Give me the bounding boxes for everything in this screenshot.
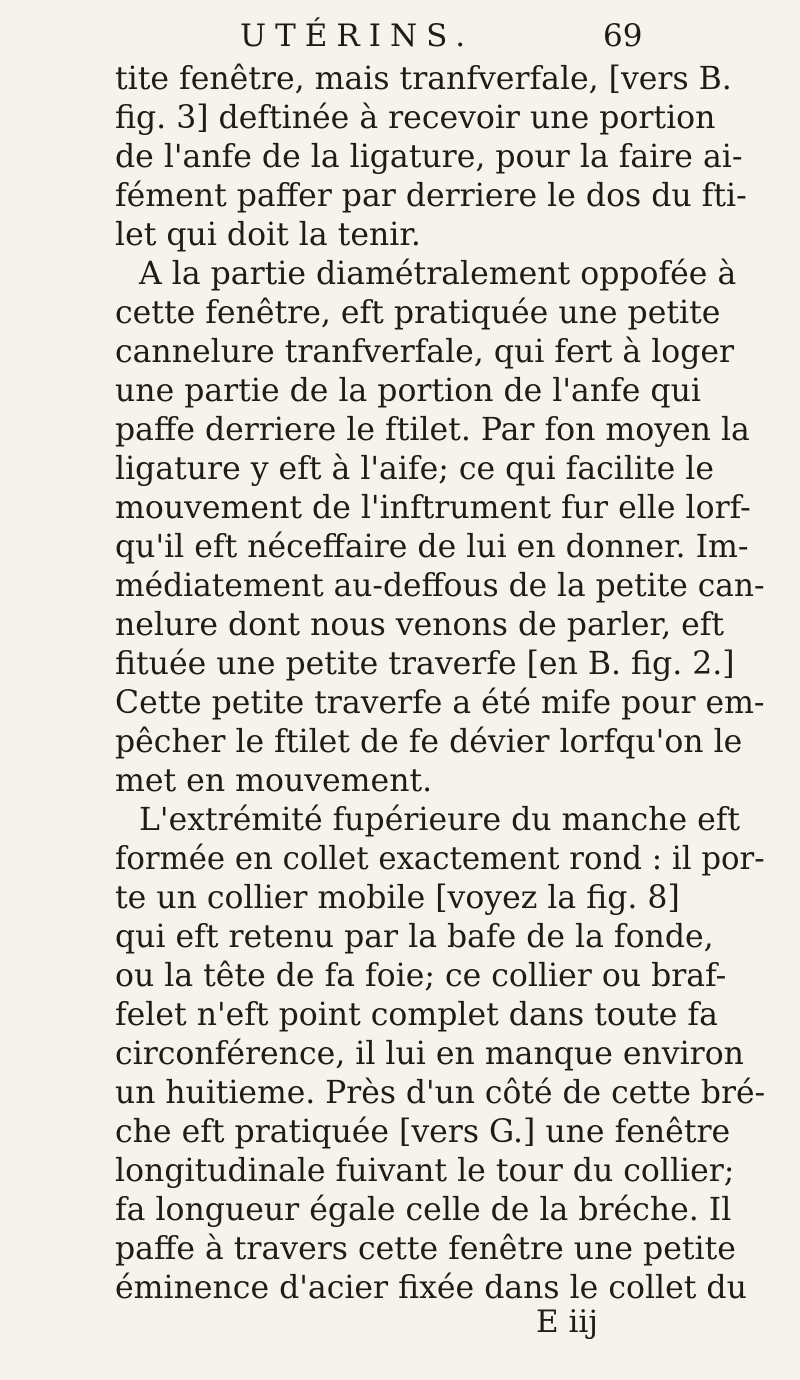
text-line: qu'il eft néceffaire de lui en donner. Im-: [115, 529, 749, 565]
text-line: cette fenêtre, eft pratiquée une petite: [115, 295, 721, 331]
text-line: felet n'eft point complet dans toute fa: [115, 997, 718, 1033]
text-line: fa longueur égale celle de la bréche. Il: [115, 1192, 732, 1228]
text-line: un huitieme. Près d'un côté de cette bré-: [115, 1075, 766, 1111]
text-line: let qui doit la tenir.: [115, 217, 421, 253]
text-line: circonférence, il lui en manque environ: [115, 1036, 744, 1072]
text-line: longitudinale fuivant le tour du collier;: [115, 1153, 735, 1189]
page-number: 69: [603, 18, 643, 54]
text-line: fituée une petite traverfe [en B. fig. 2.]: [115, 646, 735, 682]
text-line: Cette petite traverfe a été mife pour em-: [115, 685, 765, 721]
text-line: mouvement de l'inftrument fur elle lorf-: [115, 490, 751, 526]
text-line: cannelure tranfverfale, qui fert à loger: [115, 334, 735, 370]
text-line: met en mouvement.: [115, 763, 433, 799]
text-line: pêcher le ftilet de fe dévier lorfqu'on le: [115, 724, 743, 760]
text-line: de l'anfe de la ligature, pour la faire ai-: [115, 139, 743, 175]
text-line: qui eft retenu par la bafe de la fonde,: [115, 919, 714, 955]
signature-mark: E iij: [536, 1304, 598, 1340]
running-head: UTÉRINS.: [240, 18, 475, 54]
text-line: fig. 3] deftinée à recevoir une portion: [115, 100, 716, 136]
text-line: une partie de la portion de l'anfe qui: [115, 373, 701, 409]
text-line: L'extrémité fupérieure du manche eft: [139, 802, 741, 838]
page-header: [0, 6, 800, 58]
text-line: formée en collet exactement rond : il por-: [115, 841, 765, 877]
text-line: ligature y eft à l'aife; ce qui facilite le: [115, 451, 715, 487]
text-line: fément paffer par derriere le dos du fti-: [115, 178, 747, 214]
text-line: tite fenêtre, mais tranfverfale, [vers B.: [115, 61, 732, 97]
text-line: A la partie diamétralement oppofée à: [139, 256, 737, 292]
text-line: médiatement au-deffous de la petite can-: [115, 568, 765, 604]
text-line: paffe derriere le ftilet. Par fon moyen la: [115, 412, 750, 448]
text-line: che eft pratiquée [vers G.] une fenêtre: [115, 1114, 731, 1150]
text-line: te un collier mobile [voyez la fig. 8]: [115, 880, 680, 916]
text-line: éminence d'acier fixée dans le collet du: [115, 1270, 747, 1306]
text-line: paffe à travers cette fenêtre une petite: [115, 1231, 736, 1267]
text-line: ou la tête de fa foie; ce collier ou braf-: [115, 958, 727, 994]
text-line: nelure dont nous venons de parler, eft: [115, 607, 725, 643]
